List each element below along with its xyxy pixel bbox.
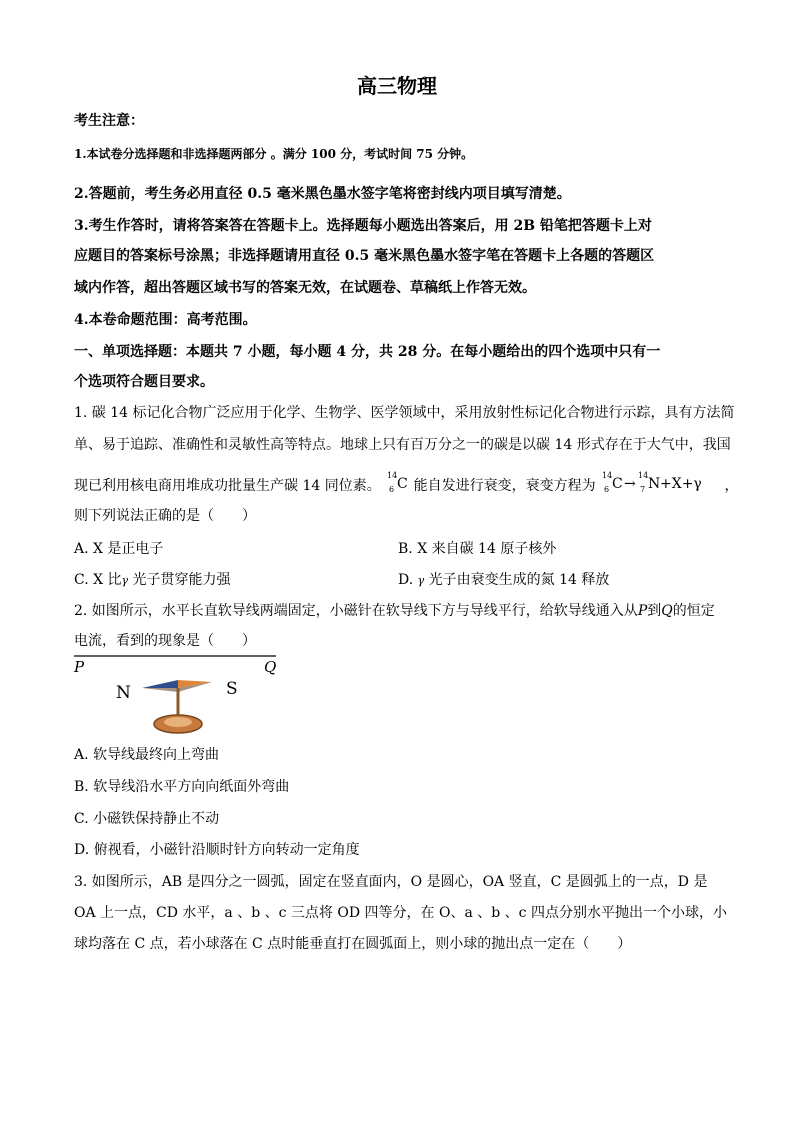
svg-text:→: → (624, 476, 636, 492)
question-1-option-d: D. γ 光子由衰变生成的氮 14 释放 (398, 572, 610, 588)
svg-text:7: 7 (640, 485, 646, 494)
carbon-14-nuclide (385, 470, 409, 494)
notice-item-4: 4.本卷命题范围：高考范围。 (74, 312, 257, 328)
svg-text:14: 14 (638, 471, 649, 480)
notice-item-1: 1.本试卷分选择题和非选择题两部分 。满分 100 分，考试时间 75 分钟。 (74, 147, 474, 161)
question-2-option-d: D. 俯视看，小磁针沿顺时针方向转动一定角度 (74, 842, 360, 858)
svg-text:C: C (612, 476, 623, 492)
notice-item-3-line-3: 域内作答，超出答题区域书写的答案无效，在试题卷、草稿纸上作答无效。 (74, 280, 536, 296)
stand-base-top (164, 717, 192, 727)
notice-item-2: 2.答题前，考生务必用直径 0.5 毫米黑色墨水签字笔将密封线内项目填写清楚。 (74, 186, 571, 202)
section-heading-line-1: 一、单项选择题：本题共 7 小题，每小题 4 分，共 28 分。在每小题给出的四个选项中只有一 (74, 344, 661, 360)
question-3-line-2: OA 上一点，CD 水平，a 、b 、c 三点将 OD 四等分，在 O、a 、b 、c 四点分别水平抛出一个小球，小 (74, 905, 727, 921)
question-1-option-a: A. X 是正电子 (74, 541, 164, 557)
question-1-line-3-text: 现已利用核电商用堆成功批量生产碳 14 同位素。 (74, 478, 381, 494)
label-n: N (116, 683, 131, 703)
svg-text:+X+γ: +X+γ (660, 476, 702, 492)
question-1-line-3-end: ， (724, 478, 739, 494)
question-3-line-3: 球均落在 C 点，若小球落在 C 点时能垂直打在圆弧面上，则小球的抛出点一定在（ ） (74, 936, 632, 952)
question-1-line-1: 1. 碳 14 标记化合物广泛应用于化学、生物学、医学领域中，采用放射性标记化合物进行示踪，具有方法简 (74, 405, 735, 421)
label-q: Q (264, 658, 277, 676)
compass-wire-figure (70, 652, 290, 740)
nuclide-mass-number: 14 (387, 471, 398, 480)
question-3-line-1: 3. 如图所示，AB 是四分之一圆弧，固定在竖直面内，O 是圆心，OA 竖直，C 是圆弧上的一点，D 是 (74, 874, 708, 890)
question-1-line-4: 则下列说法正确的是（ ） (74, 508, 256, 524)
notice-item-3-line-1: 3.考生作答时，请将答案答在答题卡上。选择题每小题选出答案后，用 2B 铅笔把答题卡上对 (74, 218, 652, 234)
label-s: S (226, 679, 238, 699)
notice-item-3-line-2: 应题目的答案标号涂黑；非选择题请用直径 0.5 毫米黑色墨水签字笔在答题卡上各题的答题区 (74, 248, 655, 264)
question-1-option-b: B. X 来自碳 14 原子核外 (398, 541, 557, 557)
question-1-line-2: 单、易于追踪、准确性和灵敏性高等特点。地球上只有百万分之一的碳是以碳 14 形式存在于大气中，我国 (74, 437, 731, 453)
decay-equation (600, 470, 720, 494)
gamma-symbol: γ (417, 574, 425, 587)
needle-north-half (142, 680, 178, 688)
question-1-line-3-mid: 能自发进行衰变，衰变方程为 (413, 478, 596, 494)
question-2-line-1: 2. 如图所示，水平长直软导线两端固定，小磁针在软导线下方与导线平行，给软导线通入从P到Q的恒定 (74, 603, 715, 619)
question-2-option-a: A. 软导线最终向上弯曲 (74, 747, 220, 763)
svg-text:N: N (648, 476, 661, 492)
question-2-line-2: 电流，看到的现象是（ ） (74, 633, 256, 649)
question-1-line-3 (74, 470, 739, 495)
question-2-option-c: C. 小磁铁保持静止不动 (74, 811, 220, 827)
question-2-option-b: B. 软导线沿水平方向向纸面外弯曲 (74, 779, 290, 795)
svg-text:6: 6 (604, 485, 610, 494)
nuclide-atomic-number: 6 (389, 485, 395, 494)
nuclide-symbol: C (397, 476, 408, 492)
section-heading-line-2: 个选项符合题目要求。 (74, 374, 214, 390)
label-p: P (74, 658, 85, 676)
page-title: 高三物理 (357, 74, 437, 98)
gamma-symbol: γ (121, 574, 129, 587)
notice-heading: 考生注意： (74, 113, 144, 129)
question-1-option-c: C. X 比γ 光子贯穿能力强 (74, 572, 231, 588)
svg-text:14: 14 (602, 471, 613, 480)
